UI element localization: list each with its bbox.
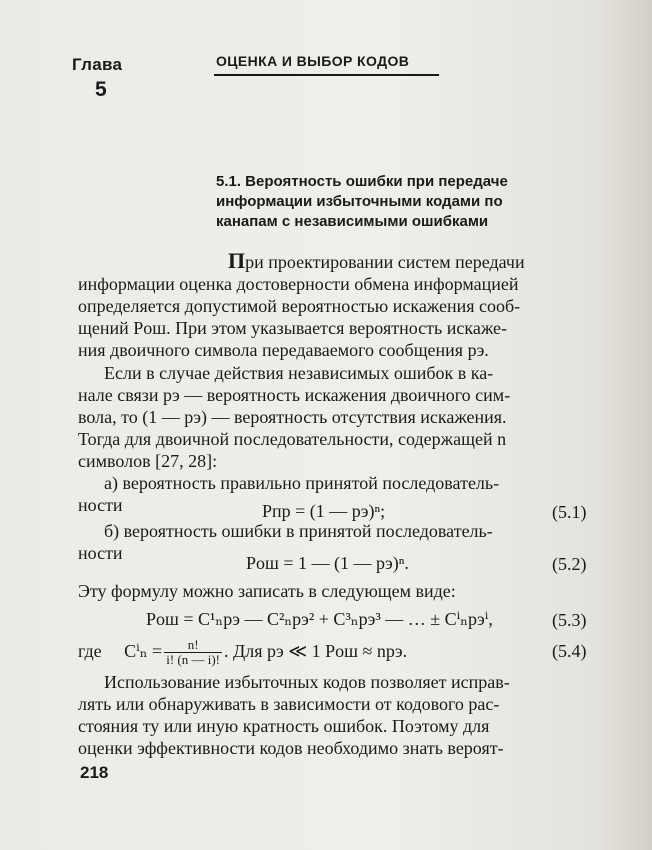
equation-number: (5.2) (552, 554, 587, 574)
body-line: стояния ту или иную кратность ошибок. Поэтому для (78, 716, 490, 736)
body-line: Тогда для двоичной последовательности, содержащей n (78, 429, 507, 449)
running-title: ОЦЕНКА И ВЫБОР КОДОВ (216, 53, 410, 69)
body-line: б) вероятность ошибки в принятой последователь- (104, 521, 493, 541)
body-line: определяется допустимой вероятностью искажения сооб- (78, 296, 521, 316)
body-line: оценки эффективности кодов необходимо знать вероят- (78, 738, 504, 758)
body-line: информации оценка достоверности обмена информацией (78, 274, 519, 294)
fraction: $\frac{n!}{i! (n — i)!}$ (166, 637, 221, 668)
equation-5-4: где Cⁱₙ = $\frac{n!}{i! (n — i)!}$ . Для pэ ≪ 1 Pош ≈ npэ. (78, 637, 408, 668)
body-line: символов [27, 28]: (78, 451, 218, 471)
page-number: 218 (80, 763, 109, 782)
body-line: а) вероятность правильно принятой последователь- (104, 473, 500, 493)
equation-5-2: Pош = 1 — (1 — pэ)ⁿ. (246, 553, 409, 573)
body-line: щений Pош. При этом указывается вероятность искаже- (78, 318, 508, 338)
body-line: При проектировании систем передачи (228, 248, 525, 273)
section-title (216, 172, 596, 232)
equation-number: (5.1) (552, 502, 587, 522)
body-line: нале связи pэ — вероятность искажения двоичного сим- (78, 385, 511, 405)
header-rule (214, 74, 439, 76)
dropcap: П (228, 248, 246, 273)
section-title-line: 5.1. Вероятность ошибки при передаче (216, 173, 508, 190)
body-line: Эту формулу можно записать в следующем виде: (78, 581, 456, 601)
body-line: ности (78, 543, 123, 563)
body-line: Если в случае действия независимых ошибок в ка- (104, 363, 494, 383)
body-line: вола, то (1 — pэ) — вероятность отсутствия искажения. (78, 407, 507, 427)
body-line: лять или обнаруживать в зависимости от кодового рас- (78, 694, 500, 714)
equation-number: (5.4) (552, 641, 587, 661)
section-title-line: канапам с независимыми ошибками (216, 213, 489, 230)
body-line: ния двоичного символа передаваемого сообщения pэ. (78, 340, 489, 360)
section-title-line: информации избыточными кодами по (216, 193, 503, 210)
chapter-label: Глава (72, 55, 123, 74)
equation-number: (5.3) (552, 610, 587, 630)
equation-5-3: Pош = C¹ₙpэ — C²ₙpэ² + C³ₙpэ³ — … ± Cⁱₙpэⁱ, (146, 609, 493, 629)
chapter-number: 5 (95, 78, 107, 101)
body-line: ности (78, 495, 123, 515)
body-line: Использование избыточных кодов позволяет исправ- (104, 672, 510, 692)
equation-5-1: Pпр = (1 — pэ)ⁿ; (262, 501, 386, 521)
